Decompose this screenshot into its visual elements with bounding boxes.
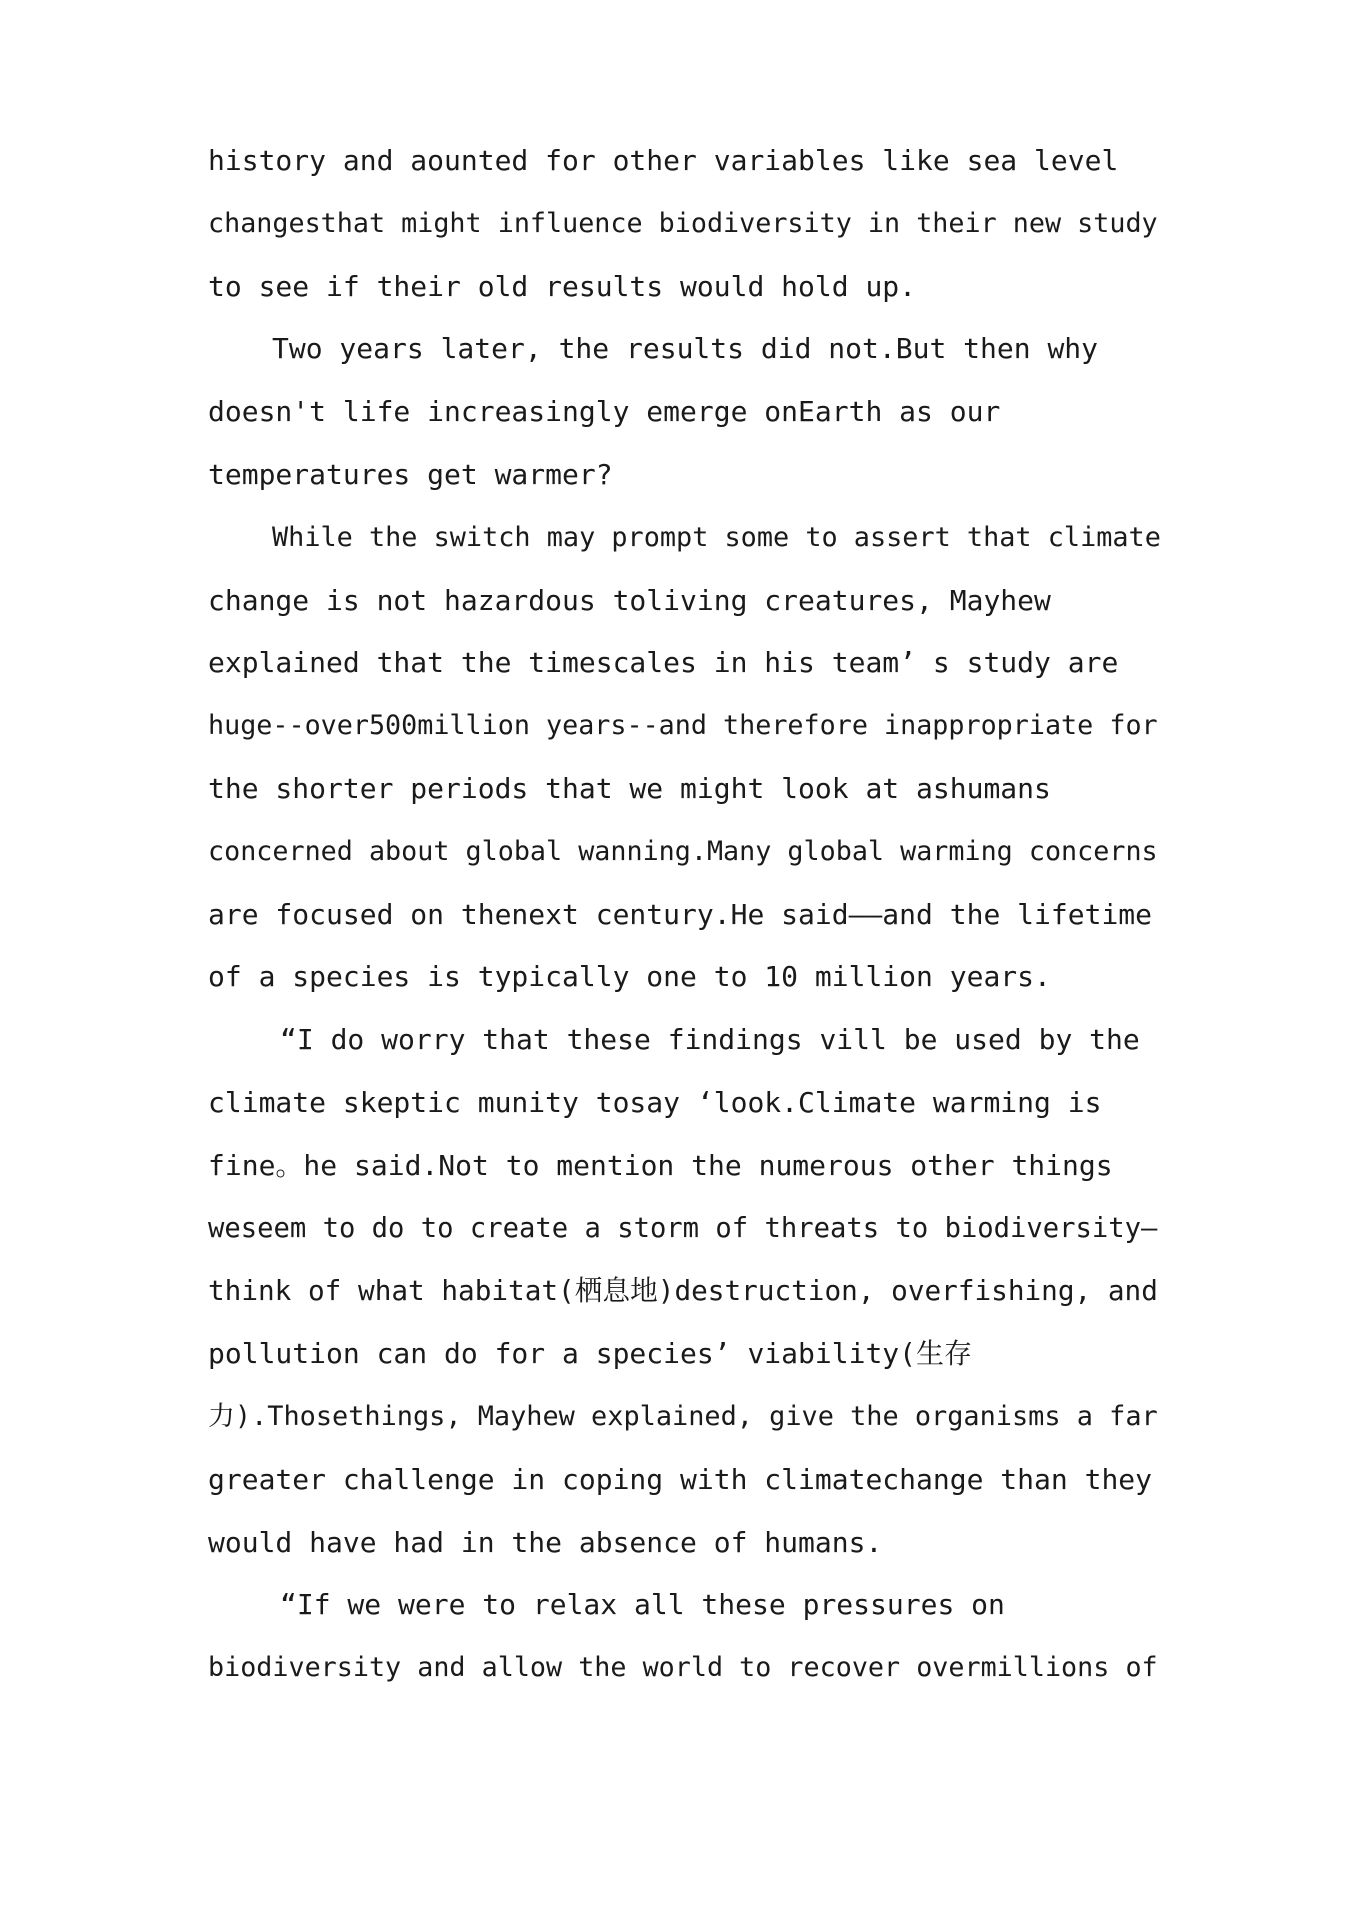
- body-text: [208, 130, 1168, 1700]
- paragraph-start-line: “I do worry that these findings vill be used by the: [280, 1023, 1140, 1057]
- text-line: think of what habitat(栖息地)destruction, overfishing, and: [208, 1274, 1158, 1308]
- text-line: to see if their old results would hold up.: [208, 269, 917, 303]
- text-line: change is not hazardous toliving creatures, Mayhew: [208, 583, 1051, 617]
- text-line: weseem to do to create a storm of threats to biodiversity—: [208, 1212, 1158, 1244]
- text-line: explained that the timescales in his team’ s study are: [208, 646, 1119, 680]
- text-line: of a species is typically one to 10 million years.: [208, 960, 1051, 994]
- text-line: changesthat might influence biodiversity in their new study: [208, 207, 1158, 239]
- text-line: temperatures get warmer?: [208, 457, 613, 491]
- text-line: fine。he said.Not to mention the numerous other things: [208, 1148, 1113, 1182]
- text-line: greater challenge in coping with climatechange than they: [208, 1462, 1153, 1496]
- text-line: pollution can do for a species’ viability(生存: [208, 1337, 973, 1371]
- text-line: climate skeptic munity tosay ‘look.Climate warming is: [208, 1085, 1102, 1119]
- text-line: doesn't life increasingly emerge onEarth as our: [208, 395, 1001, 429]
- text-line: are focused on thenext century.He said——and the lifetime: [208, 897, 1153, 931]
- text-line: 力).Thosethings, Mayhew explained, give the organisms a far: [208, 1400, 1158, 1432]
- text-line: would have had in the absence of humans.: [208, 1525, 883, 1559]
- paragraph-start-line: “If we were to relax all these pressures on: [280, 1588, 1005, 1622]
- paragraph-start-line: While the switch may prompt some to assert that climate: [272, 521, 1161, 553]
- text-line: concerned about global wanning.Many global warming concerns: [208, 835, 1158, 867]
- text-line: the shorter periods that we might look at ashumans: [208, 771, 1051, 805]
- text-line: biodiversity and allow the world to recover overmillions of: [208, 1652, 1158, 1684]
- text-line: huge--over500million years--and therefore inappropriate for: [208, 710, 1158, 742]
- text-line: history and aounted for other variables like sea level: [208, 144, 1119, 177]
- paragraph-start-line: Two years later, the results did not.But then why: [272, 332, 1099, 366]
